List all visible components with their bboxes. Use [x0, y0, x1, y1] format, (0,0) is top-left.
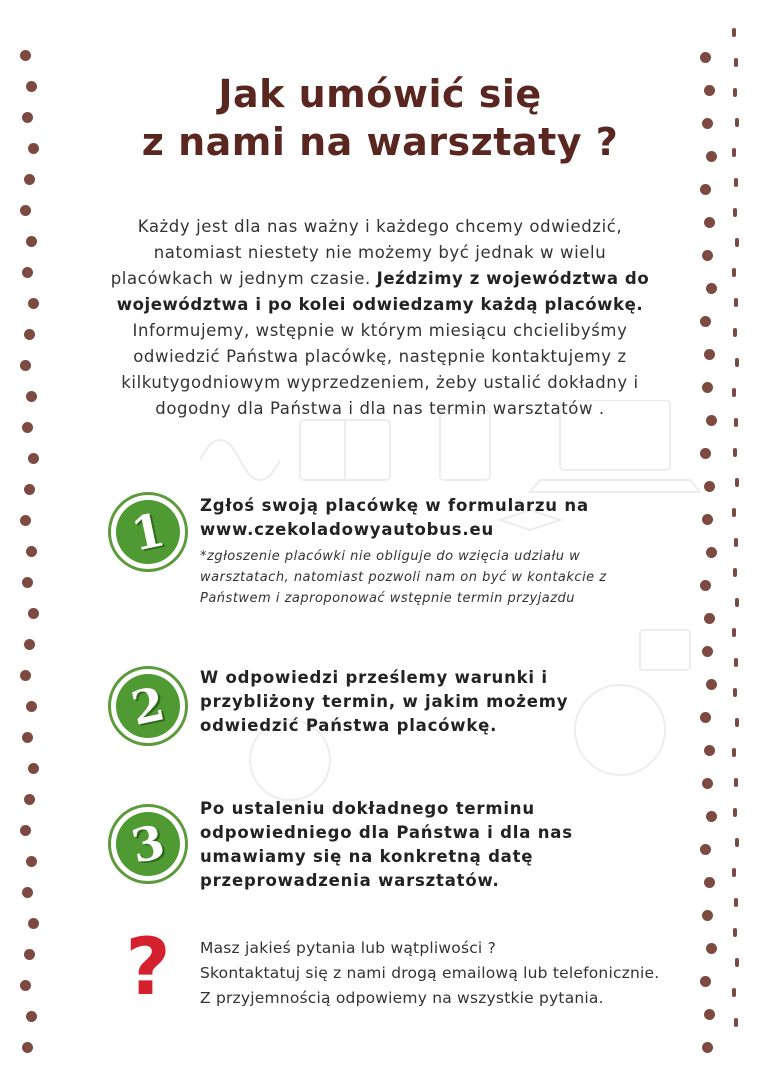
page-title [100, 70, 660, 166]
decorative-dot [734, 778, 738, 787]
contact-line-3: Z przyjemnością odpowiemy na wszystkie pytania. [200, 989, 604, 1007]
step-1-text [200, 494, 589, 542]
decorative-dot [733, 208, 737, 217]
decorative-dot [734, 1018, 738, 1027]
step-2-number: 2 [110, 668, 186, 744]
contact-line-1: Masz jakieś pytania lub wątpliwości ? [200, 939, 496, 957]
left-dot-border [20, 0, 40, 1080]
decorative-dot [732, 268, 736, 277]
decorative-dot [706, 943, 717, 954]
decorative-dot [22, 577, 33, 588]
decorative-dot [733, 88, 737, 97]
decorative-dot [732, 508, 736, 517]
decorative-dot [735, 478, 739, 487]
decorative-dot [732, 988, 736, 997]
step-1-number: 1 [110, 494, 186, 570]
contact-info [200, 936, 659, 1011]
right-dot-border [700, 0, 720, 1080]
decorative-dot [20, 825, 31, 836]
decorative-dot [732, 748, 736, 757]
decorative-dot [733, 688, 737, 697]
decorative-dot [704, 1009, 715, 1020]
decorative-dot [20, 360, 31, 371]
decorative-dot [734, 538, 738, 547]
decorative-dot [702, 514, 713, 525]
decorative-dot [734, 658, 738, 667]
decorative-dot [26, 856, 37, 867]
title-line-2: z nami na warsztaty ? [141, 120, 619, 164]
decorative-dot [732, 628, 736, 637]
decorative-dot [26, 701, 37, 712]
decorative-dot [24, 174, 35, 185]
decorative-dot [700, 844, 711, 855]
step-3-text: Po ustaleniu dokładnego terminu odpowiedniego dla Państwa i dla nas umawiamy się na konkretną datę przeprowadzenia warsztatów. [200, 799, 573, 890]
decorative-dot [700, 712, 711, 723]
edge-tick-border [732, 0, 752, 1080]
decorative-dot [702, 778, 713, 789]
step-1-link[interactable]: www.czekoladowyautobus.eu [200, 520, 495, 539]
decorative-dot [24, 484, 35, 495]
decorative-dot [20, 515, 31, 526]
question-mark-icon: ? [125, 923, 171, 1013]
decorative-dot [735, 838, 739, 847]
decorative-dot [732, 868, 736, 877]
decorative-dot [22, 1042, 33, 1053]
decorative-dot [704, 85, 715, 96]
contact-line-2: Skontaktatuj się z nami drogą emailową lub telefonicznie. [200, 964, 660, 982]
decorative-dot [733, 448, 737, 457]
intro-paragraph [110, 214, 650, 422]
decorative-dot [732, 388, 736, 397]
decorative-dot [704, 745, 715, 756]
decorative-dot [700, 580, 711, 591]
decorative-dot [733, 808, 737, 817]
decorative-dot [706, 811, 717, 822]
step-1-line-1: Zgłoś swoją placówkę w formularzu na [200, 496, 589, 515]
decorative-dot [22, 267, 33, 278]
decorative-dot [734, 418, 738, 427]
decorative-dot [26, 391, 37, 402]
decorative-dot [28, 298, 39, 309]
decorative-dot [704, 613, 715, 624]
decorative-dot [22, 112, 33, 123]
decorative-dot [28, 143, 39, 154]
decorative-dot [735, 238, 739, 247]
decorative-dot [706, 679, 717, 690]
decorative-dot [26, 1011, 37, 1022]
decorative-dot [704, 877, 715, 888]
decorative-dot [734, 58, 738, 67]
decorative-dot [24, 794, 35, 805]
decorative-dot [24, 639, 35, 650]
decorative-dot [702, 646, 713, 657]
decorative-dot [700, 316, 711, 327]
decorative-dot [706, 415, 717, 426]
decorative-dot [26, 236, 37, 247]
decorative-dot [704, 481, 715, 492]
decorative-dot [732, 148, 736, 157]
decorative-dot [702, 382, 713, 393]
decorative-dot [24, 949, 35, 960]
title-line-1: Jak umówić się [218, 72, 542, 116]
step-3-number: 3 [110, 806, 186, 882]
decorative-dot [733, 568, 737, 577]
decorative-dot [734, 298, 738, 307]
intro-text-1: Każdy jest dla nas ważny i każdego chcemy odwiedzić, natomiast niestety nie możemy być jednak w wielu placówkach w jednym czasie. [110, 217, 623, 288]
decorative-dot [26, 546, 37, 557]
decorative-dot [704, 217, 715, 228]
decorative-dot [20, 50, 31, 61]
decorative-dot [706, 283, 717, 294]
decorative-dot [700, 184, 711, 195]
intro-text-2: Informujemy, wstępnie w którym miesiącu chcielibyśmy odwiedzić Państwa placówkę, następnie kontaktujemy z kilkutygodniowym wyprzedzeniem, żeby ustalić dokładny i dogodny dla Państwa i dla nas termin warsztatów . [121, 321, 639, 418]
decorative-dot [22, 732, 33, 743]
decorative-dot [28, 608, 39, 619]
decorative-dot [26, 81, 37, 92]
decorative-dot [28, 453, 39, 464]
decorative-dot [734, 178, 738, 187]
step-3-badge [108, 804, 188, 884]
decorative-dot [734, 898, 738, 907]
decorative-dot [735, 718, 739, 727]
step-1-badge [108, 492, 188, 572]
decorative-dot [735, 118, 739, 127]
decorative-dot [735, 598, 739, 607]
decorative-dot [704, 349, 715, 360]
intro-bold-text: Jeździmy z województwa do województwa i po kolei odwiedzamy każdą placówkę. [116, 269, 650, 314]
decorative-dot [28, 763, 39, 774]
decorative-dot [735, 358, 739, 367]
decorative-dot [20, 980, 31, 991]
decorative-dot [700, 448, 711, 459]
decorative-dot [22, 422, 33, 433]
decorative-dot [706, 151, 717, 162]
step-2-badge [108, 666, 188, 746]
decorative-dot [24, 329, 35, 340]
decorative-dot [735, 958, 739, 967]
decorative-dot [700, 976, 711, 987]
decorative-dot [702, 250, 713, 261]
decorative-dot [706, 547, 717, 558]
decorative-dot [702, 1042, 713, 1053]
decorative-dot [20, 670, 31, 681]
decorative-dot [702, 118, 713, 129]
decorative-dot [733, 328, 737, 337]
step-2-text: W odpowiedzi prześlemy warunki i przybliżony termin, w jakim możemy odwiedzić Państwa placówkę. [200, 668, 569, 735]
decorative-dot [733, 928, 737, 937]
step-1-note: *zgłoszenie placówki nie obliguje do wzięcia udziału w warsztatach, natomiast pozwoli nam on być w kontakcie z Państwem i zaproponować wstępnie termin przyjazdu [200, 549, 607, 606]
decorative-dot [700, 52, 711, 63]
decorative-dot [28, 918, 39, 929]
decorative-dot [732, 28, 736, 37]
decorative-dot [702, 910, 713, 921]
decorative-dot [22, 887, 33, 898]
decorative-dot [20, 205, 31, 216]
